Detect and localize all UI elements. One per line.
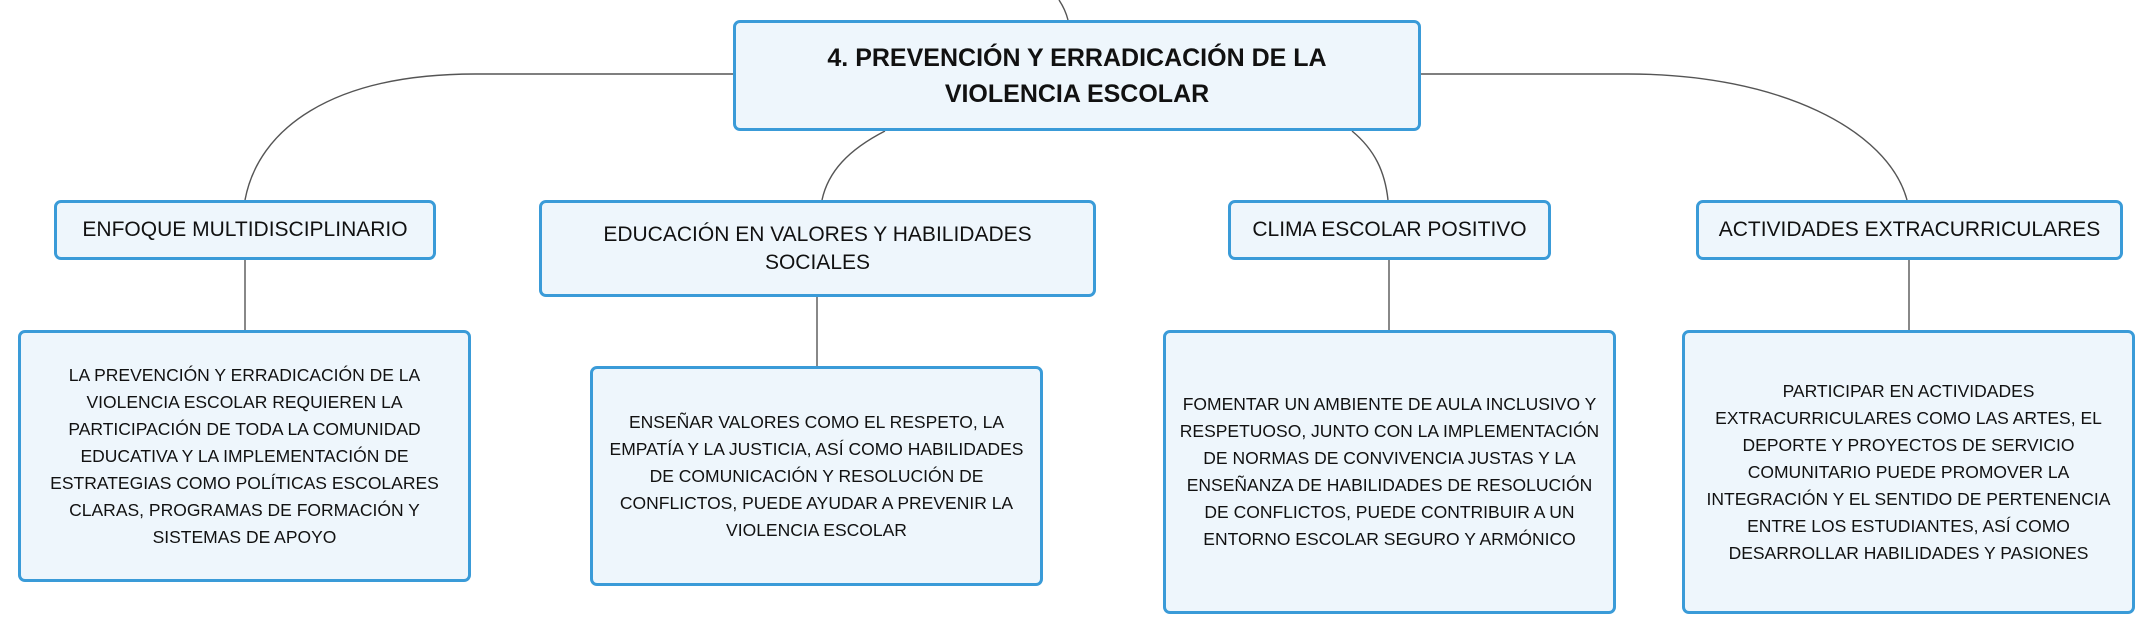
branch-label: EDUCACIÓN EN VALORES Y HABILIDADES SOCIALES bbox=[603, 222, 1032, 274]
detail-text: LA PREVENCIÓN Y ERRADICACIÓN DE LA VIOLENCIA ESCOLAR REQUIEREN LA PARTICIPACIÓN DE TODA LA COMUNIDAD EDUCATIVA Y LA IMPLEMENTACIÓN DE ESTRATEGIAS COMO POLÍTICAS ESCOLARES CLARAS, PROGRAMAS DE FORMACIÓN Y SISTEMAS DE APOYO bbox=[50, 364, 439, 547]
branch-label: ENFOQUE MULTIDISCIPLINARIO bbox=[82, 218, 408, 241]
branch-educacion-en-valores[interactable] bbox=[539, 200, 1096, 297]
detail-text: FOMENTAR UN AMBIENTE DE AULA INCLUSIVO Y RESPETUOSO, JUNTO CON LA IMPLEMENTACIÓN DE NORMAS DE CONVIVENCIA JUSTAS Y LA ENSEÑANZA DE HABILIDADES DE RESOLUCIÓN DE CONFLICTOS, PUEDE CONTRIBUIR A UN ENTORNO ESCOLAR SEGURO Y ARMÓNICO bbox=[1179, 394, 1600, 549]
branch-label: ACTIVIDADES EXTRACURRICULARES bbox=[1718, 218, 2101, 241]
detail-clima-escolar-positivo[interactable] bbox=[1163, 330, 1616, 614]
detail-text: ENSEÑAR VALORES COMO EL RESPETO, LA EMPATÍA Y LA JUSTICIA, ASÍ COMO HABILIDADES DE COMUNICACIÓN Y RESOLUCIÓN DE CONFLICTOS, PUEDE AYUDAR A PREVENIR LA VIOLENCIA ESCOLAR bbox=[609, 411, 1024, 540]
detail-enfoque-multidisciplinario[interactable] bbox=[18, 330, 471, 582]
connector-root-to-clima bbox=[1352, 131, 1388, 200]
detail-educacion-en-valores[interactable] bbox=[590, 366, 1043, 586]
branch-clima-escolar-positivo[interactable] bbox=[1228, 200, 1551, 260]
detail-actividades-extracurriculares[interactable] bbox=[1682, 330, 2135, 614]
connector-parent-to-root bbox=[1059, 0, 1068, 20]
connector-root-to-actividades bbox=[1421, 74, 1907, 200]
connector-root-to-educacion bbox=[822, 131, 885, 200]
branch-actividades-extracurriculares[interactable] bbox=[1696, 200, 2123, 260]
detail-text: PARTICIPAR EN ACTIVIDADES EXTRACURRICULARES COMO LAS ARTES, EL DEPORTE Y PROYECTOS DE SERVICIO COMUNITARIO PUEDE PROMOVER LA INTEGRACIÓN Y EL SENTIDO DE PERTENENCIA ENTRE LOS ESTUDIANTES, ASÍ COMO DESARROLLAR HABILIDADES Y PASIONES bbox=[1706, 380, 2111, 563]
connector-root-to-enfoque bbox=[245, 74, 733, 200]
root-topic-title: 4. PREVENCIÓN Y ERRADICACIÓN DE LA VIOLENCIA ESCOLAR bbox=[827, 43, 1327, 108]
root-topic-node[interactable] bbox=[733, 20, 1421, 131]
branch-enfoque-multidisciplinario[interactable] bbox=[54, 200, 436, 260]
branch-label: CLIMA ESCOLAR POSITIVO bbox=[1252, 218, 1527, 241]
